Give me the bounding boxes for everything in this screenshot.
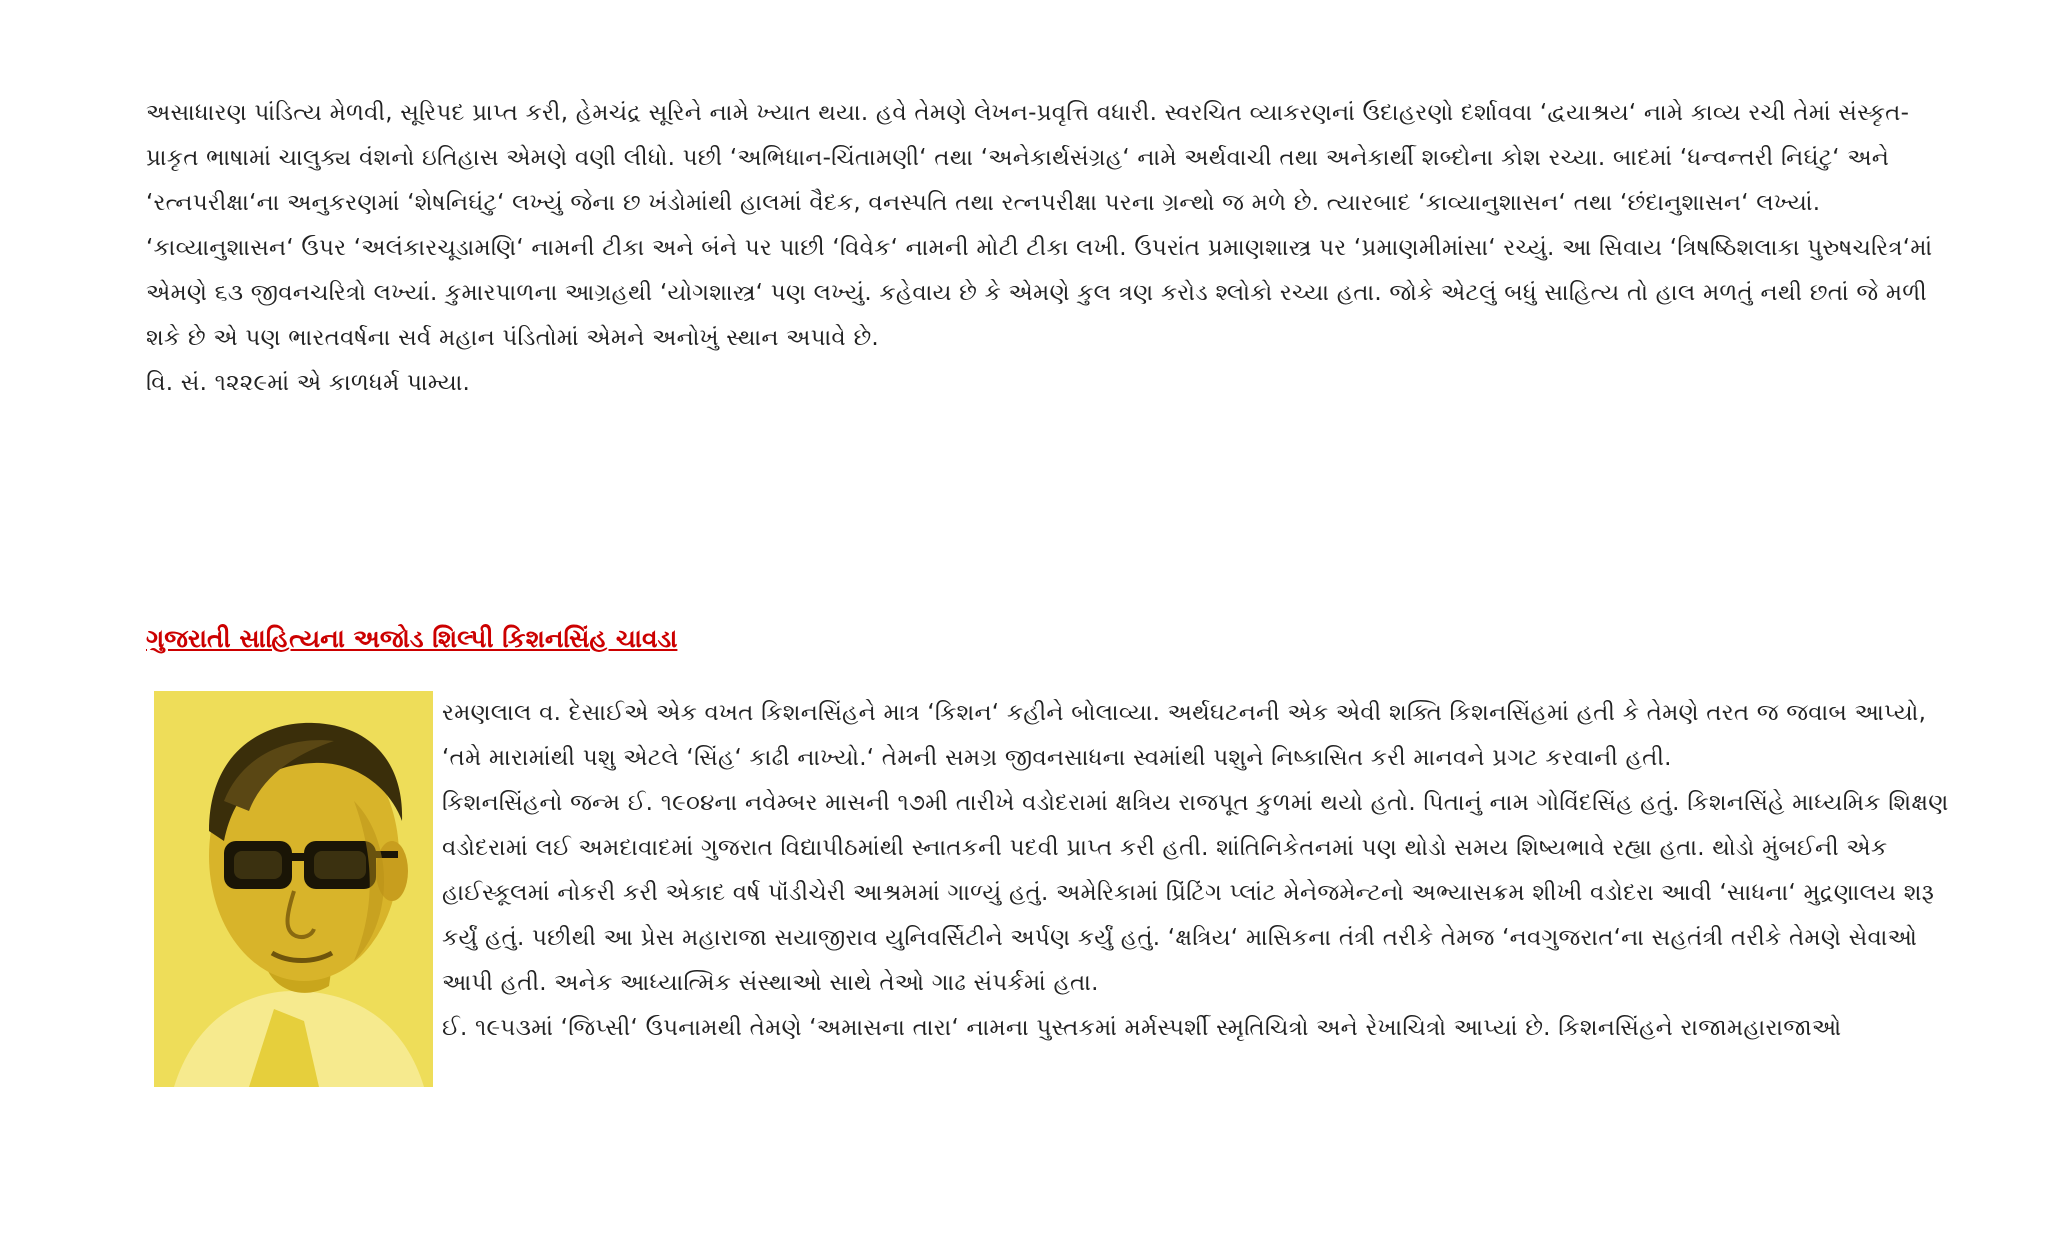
intro-text-block [146,91,1946,406]
portrait-image [154,691,433,1087]
biography-text-block [442,691,1962,1051]
section-heading-link[interactable]: ગુજરાતી સાહિત્યના અજોડ શિલ્પી કિશનસિંહ ચાવડા [146,624,678,653]
portrait-illustration [154,691,433,1087]
paragraph: વિ. સં. ૧૨૨૯માં એ કાળધર્મ પામ્યા. [146,370,471,396]
paragraph: અસાધારણ પાંડિત્ય મેળવી, સૂરિપદ પ્રાપ્ત કરી, હેમચંદ્ર સૂરિને નામે ખ્યાત થયા. હવે તેમણે લેખન-પ્રવૃત્તિ વધારી. સ્વરચિત વ્યાકરણનાં ઉદાહરણો દર્શાવવા ‘દ્વયાશ્રય‘ નામે કાવ્ય રચી તેમાં સંસ્કૃત-પ્રાકૃત ભાષામાં ચાલુક્ય વંશનો ઇતિહાસ એમણે વણી લીધો. પછી ‘અભિધાન-ચિંતામણી‘ તથા ‘અનેકાર્થસંગ્રહ‘ નામે અર્થવાચી તથા અનેકાર્થી શબ્દોના કોશ રચ્યા. બાદમાં ‘ધન્વન્તરી નિઘંટુ‘ અને ‘રત્નપરીક્ષા‘ના અનુકરણમાં ‘શેષનિઘંટુ‘ લખ્યું જેના છ ખંડોમાંથી હાલમાં વૈદક, વનસ્પતિ તથા રત્નપરીક્ષા પરના ગ્રન્થો જ મળે છે. ત્યારબાદ ‘કાવ્યાનુશાસન‘ તથા ‘છંદાનુશાસન‘ લખ્યાં. [146,100,1910,216]
paragraph: કિશનસિંહનો જન્મ ઈ. ૧૯૦૪ના નવેમ્બર માસની ૧૭મી તારીખે વડોદરામાં ક્ષત્રિય રાજપૂત કુળમાં થયો હતો. પિતાનું નામ ગોવિંદસિંહ હતું. કિશનસિંહે માધ્યમિક શિક્ષણ વડોદરામાં લઈ અમદાવાદમાં ગુજરાત વિદ્યાપીઠમાંથી સ્નાતકની પદવી પ્રાપ્ત કરી હતી. શાંતિનિકેતનમાં પણ થોડો સમય શિષ્યભાવે રહ્યા હતા. થોડો મુંબઈની એક હાઈસ્કૂલમાં નોકરી કરી એકાદ વર્ષ પૉંડીચેરી આશ્રમમાં ગાળ્યું હતું. અમેરિકામાં પ્રિંટિંગ પ્લાંટ મેનેજમેન્ટનો અભ્યાસક્રમ શીખી વડોદરા આવી ‘સાધના‘ મુદ્રણાલય શરૂ કર્યું હતું. પછીથી આ પ્રેસ મહારાજા સયાજીરાવ યુનિવર્સિટીને અર્પણ કર્યું હતું. ‘ક્ષત્રિય‘ માસિકના તંત્રી તરીકે તેમજ ‘નવગુજરાત‘ના સહતંત્રી તરીકે તેમણે સેવાઓ આપી હતી. અનેક આધ્યાત્મિક સંસ્થાઓ સાથે તેઓ ગાઢ સંપર્કમાં હતા. [442,790,1949,996]
paragraph: ‘કાવ્યાનુશાસન‘ ઉપર ‘અલંકારચૂડામણિ‘ નામની ટીકા અને બંને પર પાછી ‘વિવેક‘ નામની મોટી ટીકા લખી. ઉપરાંત પ્રમાણશાસ્ત્ર પર ‘પ્રમાણમીમાંસા‘ રચ્યું. આ સિવાય ‘ત્રિષષ્ઠિશલાકા પુરુષચરિત્ર‘માં એમણે ૬૩ જીવનચરિત્રો લખ્યાં. કુમારપાળના આગ્રહથી ‘યોગશાસ્ત્ર‘ પણ લખ્યું. કહેવાય છે કે એમણે કુલ ત્રણ કરોડ શ્લોકો રચ્યા હતા. જોકે એટલું બધું સાહિત્ય તો હાલ મળતું નથી છતાં જે મળી શકે છે એ પણ ભારતવર્ષના સર્વ મહાન પંડિતોમાં એમને અનોખું સ્થાન અપાવે છે. [146,235,1933,351]
paragraph: ઈ. ૧૯૫૩માં ‘જિપ્સી‘ ઉપનામથી તેમણે ‘અમાસના તારા‘ નામના પુસ્તકમાં મર્મસ્પર્શી સ્મૃતિચિત્રો અને રેખાચિત્રો આપ્યાં છે. કિશનસિંહને રાજામહારાજાઓ [442,1015,1842,1041]
paragraph: રમણલાલ વ. દેસાઈએ એક વખત કિશનસિંહને માત્ર ‘કિશન‘ કહીને બોલાવ્યા. અર્થઘટનની એક એવી શક્તિ કિશનસિંહમાં હતી કે તેમણે તરત જ જવાબ આપ્યો, ‘તમે મારામાંથી પશુ એટલે ‘સિંહ‘ કાઢી નાખ્યો.‘ તેમની સમગ્ર જીવનસાધના સ્વમાંથી પશુને નિષ્કાસિત કરી માનવને પ્રગટ કરવાની હતી. [442,700,1927,771]
